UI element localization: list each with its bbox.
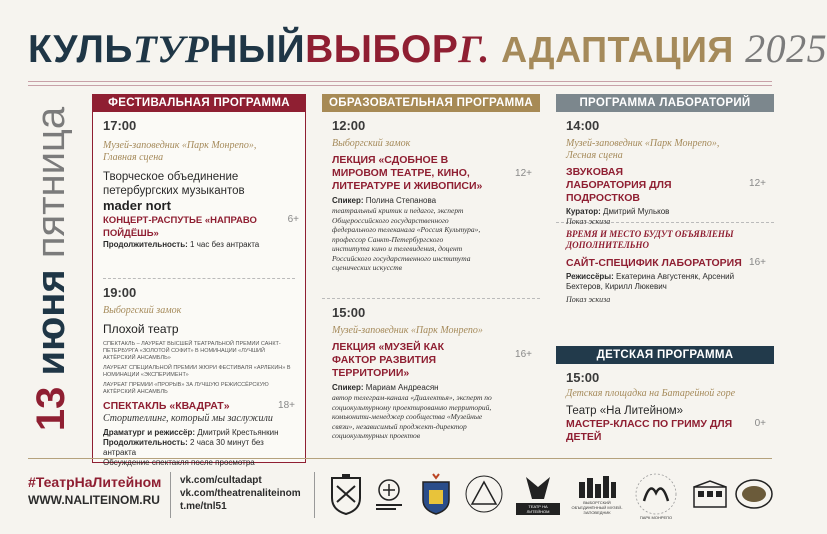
title-part: НЫЙ: [209, 28, 306, 71]
education-program: [322, 94, 540, 463]
event-time: 14:00: [566, 118, 600, 133]
curator-label: Куратор:: [566, 207, 601, 216]
festival-heading: ФЕСТИВАЛЬНАЯ ПРОГРАММА: [92, 94, 306, 112]
title-year: 2025: [745, 26, 827, 71]
divider-line: [314, 472, 315, 518]
event-title: САЙТ-СПЕЦИФИК ЛАБОРАТОРИЯ: [566, 257, 742, 269]
event-time: 15:00: [566, 370, 600, 385]
award-text: ЛАУРЕАТ ПРЕМИИ «ПРОРЫВ» ЗА ЛУЧШУЮ РЕЖИССЁРСКУЮ АКТЁРСКИЙ АНСАМБЛЬ: [103, 382, 269, 395]
event-performer: mader nort: [103, 198, 171, 213]
building-logo-icon: [690, 470, 730, 518]
speaker-bio: театральный критик и педагог, эксперт Общероссийского государственного федерального телеканала «Россия Культура», профессор Санкт-Петербургского института кино и телевидения, доцент Российского государственного института сценических искусств: [332, 206, 481, 272]
title-part: ТУР: [132, 28, 210, 71]
age-rating: 0+: [754, 418, 766, 429]
event-title: СПЕКТАКЛЬ «КВАДРАТ»: [103, 400, 230, 412]
event-venue: Музей-заповедник «Парк Монрепо»,: [566, 138, 720, 149]
monrepo-logo-icon: [626, 470, 686, 518]
event-organizer: Театр «На Литейном»: [566, 405, 684, 417]
discussion-note: Обсуждение спектакля после просмотра: [103, 458, 255, 467]
education-heading: ОБРАЗОВАТЕЛЬНАЯ ПРОГРАММА: [322, 94, 540, 112]
show-note: Показ эскиза: [566, 295, 611, 304]
event-card: [322, 112, 540, 298]
age-rating: 16+: [749, 257, 766, 268]
curator-name: Дмитрий Мульков: [603, 207, 670, 216]
title-part: Г.: [458, 28, 490, 71]
speaker-name: Полина Степанова: [365, 196, 437, 205]
logo-caption: ТЕАТР НА ЛИТЕЙНОМ: [516, 503, 560, 515]
speaker-label: Спикер:: [332, 196, 364, 205]
event-title: ЗВУКОВАЯ ЛАБОРАТОРИЯ ДЛЯ ПОДРОСТКОВ: [566, 166, 672, 204]
ministry-logo-icon: [370, 470, 408, 518]
event-venue: Выборгский замок: [332, 138, 411, 149]
spb-crest-icon: [326, 470, 366, 518]
poster-title: [28, 26, 827, 72]
event-title: МАСТЕР-КЛАСС ПО ГРИМУ ДЛЯ ДЕТЕЙ: [566, 418, 733, 443]
event-time: 19:00: [103, 285, 137, 300]
event-card: [556, 223, 774, 348]
day-weekday: пятница: [29, 106, 73, 259]
kids-heading: ДЕТСКАЯ ПРОГРАММА: [556, 346, 774, 364]
duration-label: Продолжительность:: [103, 240, 188, 249]
festival-program: [92, 94, 306, 467]
event-card: [93, 279, 305, 467]
schedule-notice: ВРЕМЯ И МЕСТО БУДУТ ОБЪЯВЛЕНЫ ДОПОЛНИТЕЛЬНО: [566, 229, 734, 250]
event-card: [93, 112, 305, 278]
event-venue: Выборгский замок: [103, 305, 182, 316]
directors-names: Екатерина Августеняк, Арсений Бехтеров, Кирилл Люкевич: [566, 272, 735, 291]
divider-line: [28, 458, 772, 459]
event-stage: Главная сцена: [103, 152, 164, 163]
age-rating: 12+: [749, 178, 766, 189]
director-label: Драматург и режиссёр:: [103, 428, 196, 437]
title-adaptation: АДАПТАЦИЯ: [501, 29, 734, 70]
event-venue: Детская площадка на Батарейной горе: [566, 388, 736, 399]
event-card: [322, 299, 540, 459]
event-time: 12:00: [332, 118, 366, 133]
age-rating: 18+: [278, 400, 295, 411]
award-text: ЛАУРЕАТ СПЕЦИАЛЬНОЙ ПРЕМИИ ЖЮРИ ФЕСТИВАЛЯ «АРЛЕКИН» В НОМИНАЦИИ «ЭКСПЕРИМЕНТ»: [103, 365, 291, 378]
triangle-logo-icon: [462, 470, 506, 518]
event-venue: Музей-заповедник «Парк Монрепо»,: [103, 140, 257, 151]
title-part: ВЫБОР: [305, 28, 459, 71]
divider-line: [28, 81, 772, 82]
speaker-name: Мариам Андреасян: [365, 383, 439, 392]
day-month: июня: [29, 269, 73, 376]
age-rating: 12+: [515, 168, 532, 179]
telegram-link[interactable]: t.me/tnl51: [180, 501, 227, 512]
event-card: [556, 112, 774, 226]
event-organizer: Творческое объединение: [103, 171, 239, 183]
labs-program: [556, 94, 774, 349]
event-stage: Лесная сцена: [566, 150, 623, 161]
event-organizer: петербургских музыкантов: [103, 185, 245, 197]
speaker-bio: автор телеграм-канала «Диалектья», эксперт по социокультурному проектированию территорий, комьюнити-менеджер сообщества «Музейные связи», независимый проджект-директор социокультурных проектов: [332, 393, 492, 440]
day-number: 13: [29, 386, 73, 432]
event-time: 15:00: [332, 305, 366, 320]
kids-program: [556, 346, 774, 445]
event-performer: Плохой театр: [103, 322, 179, 336]
show-note: Показ эскиза: [566, 217, 611, 226]
duration-value: 1 час без антракта: [190, 240, 260, 249]
divider-line: [170, 472, 171, 518]
hashtag[interactable]: #ТеатрНаЛитейном: [28, 474, 162, 490]
logo-caption: ВЫБОРГСКИЙ ОБЪЕДИНЁННЫЙ МУЗЕЙ-ЗАПОВЕДНИК: [571, 499, 623, 515]
age-rating: 16+: [515, 349, 532, 360]
social-links: [180, 474, 301, 513]
event-title: ЛЕКЦИЯ «СДОБНОЕ В МИРОВОМ ТЕАТРЕ, КИНО, ЛИТЕРАТУРЕ И ЖИВОПИСИ»: [332, 154, 483, 192]
vk-link[interactable]: vk.com/cultadapt: [180, 475, 262, 486]
footer-brand: [28, 474, 161, 508]
event-card: [556, 364, 774, 448]
event-time: 17:00: [103, 118, 137, 133]
labs-heading: ПРОГРАММА ЛАБОРАТОРИЙ: [556, 94, 774, 112]
museum-logo-icon: [570, 470, 624, 518]
event-venue: Музей-заповедник «Парк Монрепо»: [332, 325, 483, 336]
directors-label: Режиссёры:: [566, 272, 614, 281]
vk-link[interactable]: vk.com/theatrenaliteinom: [180, 488, 301, 499]
title-part: КУЛЬ: [28, 28, 133, 71]
duration-label: Продолжительность:: [103, 438, 188, 447]
event-title: КОНЦЕРТ-РАСПУТЬЕ «НАПРАВО ПОЙДЁШЬ»: [103, 215, 257, 239]
speaker-label: Спикер:: [332, 383, 364, 392]
age-rating: 6+: [287, 214, 299, 225]
divider-line: [28, 85, 772, 86]
website-link[interactable]: WWW.NALITEINOM.RU: [28, 493, 160, 507]
theatre-logo-icon: [516, 470, 560, 518]
logo-caption: ПАРК МОНРЕПО: [639, 515, 673, 520]
event-title: ЛЕКЦИЯ «МУЗЕЙ КАК ФАКТОР РАЗВИТИЯ ТЕРРИТОРИИ»: [332, 341, 445, 379]
emblem-logo-icon: [732, 470, 776, 518]
event-subtitle: Сторителлинг, который мы заслужили: [103, 413, 273, 424]
partner-logos: [326, 470, 776, 520]
date-vertical: [22, 96, 80, 442]
duration-value: 2 часа 30 минут без антракта: [103, 438, 264, 457]
director-value: Дмитрий Крестьянкин: [197, 428, 279, 437]
vyborg-crest-icon: [416, 470, 456, 518]
award-text: СПЕКТАКЛЬ – ЛАУРЕАТ ВЫСШЕЙ ТЕАТРАЛЬНОЙ ПРЕМИИ САНКТ-ПЕТЕРБУРГА «ЗОЛОТОЙ СОФИТ» В НОМИНАЦИИ «ЛУЧШИЙ АКТЁРСКИЙ АНСАМБЛЬ»: [103, 341, 281, 361]
